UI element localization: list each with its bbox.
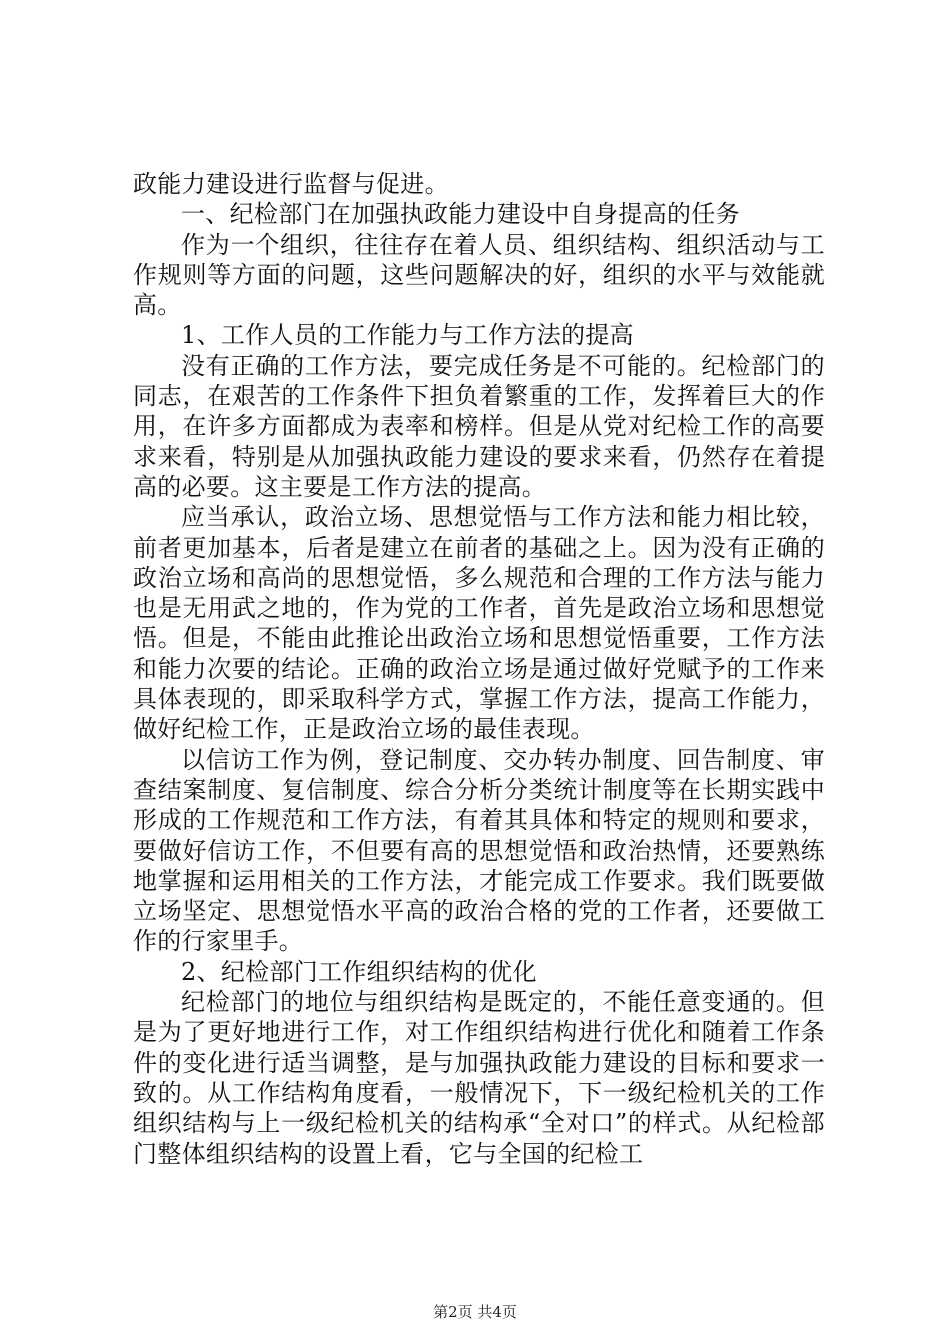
subsection-heading: 2、纪检部门工作组织结构的优化 [181,957,537,986]
paragraph: 作为一个组织，往往存在着人员、组织结构、组织活动与工作规则等方面的问题，这些问题解决的好，组织的水平与效能就高。 [133,230,825,320]
subsection-heading: 1、工作人员的工作能力与工作方法的提高 [181,321,634,350]
paragraph: 没有正确的工作方法，要完成任务是不可能的。纪检部门的同志，在艰苦的工作条件下担负着繁重的工作，发挥着巨大的作用，在许多方面都成为表率和榜样。但是从党对纪检工作的高要求来看，特别是从加强执政能力建设的要求来看，仍然存在着提高的必要。这主要是工作方法的提高。 [133,351,825,501]
paragraph: 以信访工作为例，登记制度、交办转办制度、回告制度、审查结案制度、复信制度、综合分析分类统计制度等在长期实践中形成的工作规范和工作方法，有着其具体和特定的规则和要求，要做好信访工作，不但要有高的思想觉悟和政治热情，还要熟练地掌握和运用相关的工作方法，才能完成工作要求。我们既要做立场坚定、思想觉悟水平高的政治合格的党的工作者，还要做工作的行家里手。 [133,745,825,956]
section-heading: 一、纪检部门在加强执政能力建设中自身提高的任务 [181,200,740,229]
paragraph-continuation: 政能力建设进行监督与促进。 [133,170,449,198]
document-body [133,169,825,1169]
paragraph: 应当承认，政治立场、思想觉悟与工作方法和能力相比较，前者更加基本，后者是建立在前者的基础之上。因为没有正确的政治立场和高尚的思想觉悟，多么规范和合理的工作方法与能力也是无用武之地的，作为党的工作者，首先是政治立场和思想觉悟。但是，不能由此推论出政治立场和思想觉悟重要，工作方法和能力次要的结论。正确的政治立场是通过做好党赋予的工作来具体表现的，即采取科学方式，掌握工作方法，提高工作能力，做好纪检工作，正是政治立场的最佳表现。 [133,503,825,744]
page-number-footer: 第2页 共4页 [433,1303,517,1321]
paragraph: 纪检部门的地位与组织结构是既定的，不能任意变通的。但是为了更好地进行工作，对工作组织结构进行优化和随着工作条件的变化进行适当调整，是与加强执政能力建设的目标和要求一致的。从工作结构角度看，一般情况下，下一级纪检机关的工作组织结构与上一级纪检机关的结构承“全对口”的样式。从纪检部门整体组织结构的设置上看，它与全国的纪检工 [133,988,825,1168]
